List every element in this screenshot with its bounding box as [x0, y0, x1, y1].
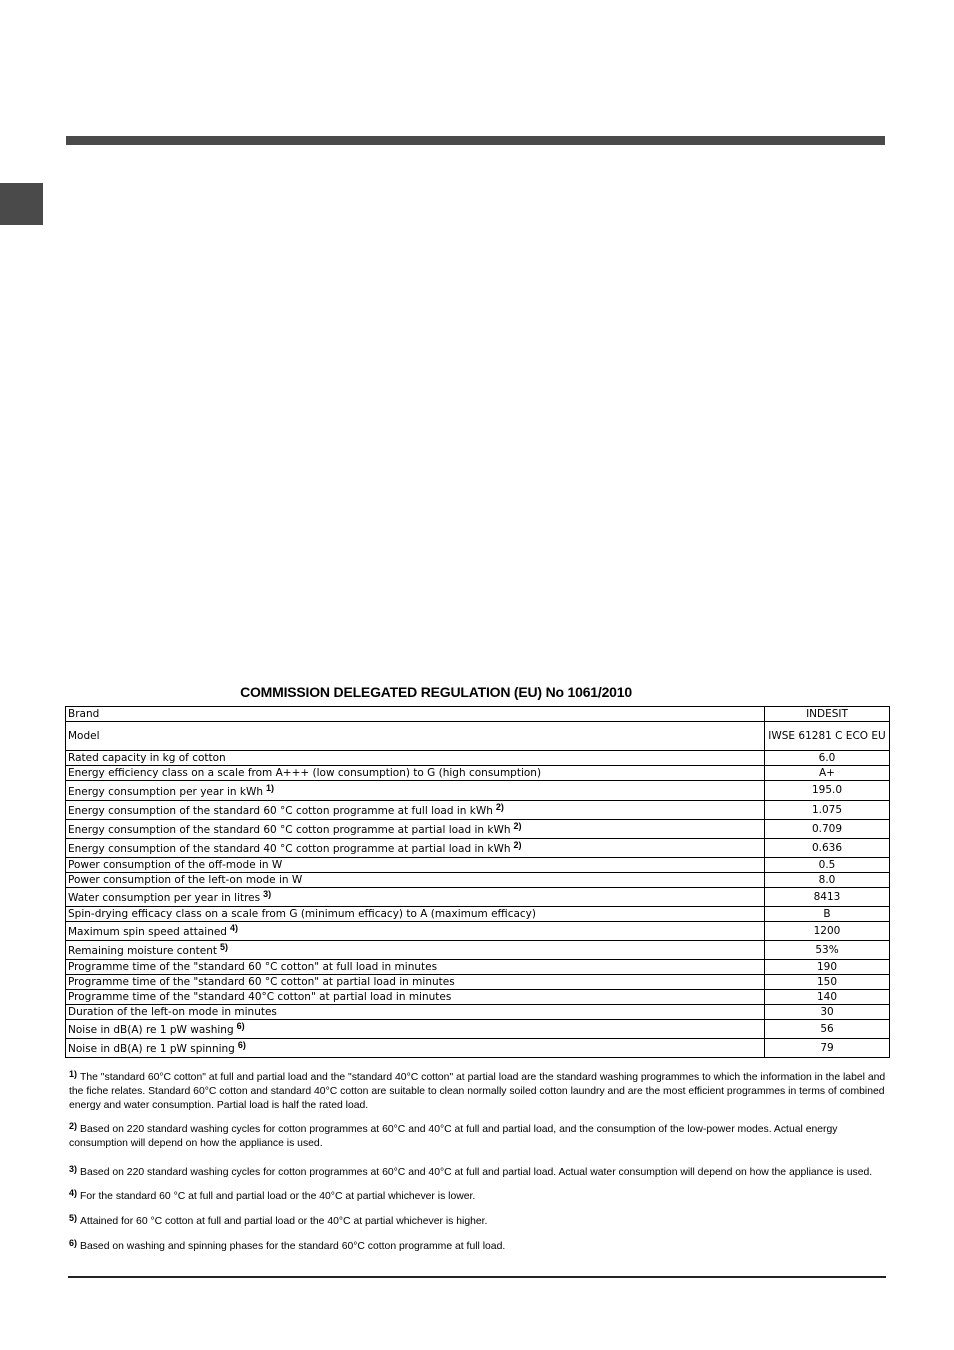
table-row — [66, 751, 890, 766]
row-value: 6.0 — [765, 751, 890, 766]
footnote-text: For the standard 60 °C at full and partial load or the 40°C at partial whichever is lower. — [80, 1191, 476, 1202]
row-label-cell — [66, 722, 765, 751]
row-label-cell — [66, 907, 765, 922]
row-label: Energy efficiency class on a scale from A+++ (low consumption) to G (high consumption) — [68, 766, 542, 779]
footnote-text: Attained for 60 °C cotton at full and partial load or the 40°C at partial whichever is higher. — [80, 1216, 488, 1227]
row-label: Brand — [68, 707, 100, 720]
row-value: INDESIT — [765, 707, 890, 722]
row-label: Energy consumption per year in kWh — [68, 785, 263, 798]
table-row — [66, 722, 890, 751]
table-row — [66, 707, 890, 722]
row-value: 8.0 — [765, 873, 890, 888]
row-value: 195.0 — [765, 781, 890, 801]
row-value: 140 — [765, 990, 890, 1005]
table-row — [66, 858, 890, 873]
row-label-cell — [66, 990, 765, 1005]
row-label: Maximum spin speed attained — [68, 926, 227, 939]
footnote-ref: 2) — [495, 802, 504, 813]
regulation-title: COMMISSION DELEGATED REGULATION (EU) No 1061/2010 — [240, 684, 632, 700]
header-rule — [66, 136, 885, 145]
footnote — [69, 1211, 887, 1229]
table-row — [66, 781, 890, 801]
footnote-ref: 3) — [263, 889, 272, 900]
footnote-mark: 2) — [69, 1121, 78, 1131]
row-value: 1.075 — [765, 801, 890, 820]
footnote-text: Based on washing and spinning phases for the standard 60°C cotton programme at full load. — [80, 1241, 506, 1252]
footnote-ref: 5) — [220, 942, 229, 953]
row-value: 0.709 — [765, 820, 890, 839]
table-row — [66, 766, 890, 781]
footnote — [69, 1067, 887, 1113]
footer-rule — [68, 1276, 886, 1278]
footnote-mark: 3) — [69, 1164, 78, 1174]
row-label: Model — [68, 729, 100, 742]
row-label: Rated capacity in kg of cotton — [68, 751, 226, 764]
row-label: Programme time of the "standard 60 °C cotton" at partial load in minutes — [68, 975, 455, 988]
table-row — [66, 960, 890, 975]
row-value: 0.636 — [765, 839, 890, 858]
row-label: Spin-drying efficacy class on a scale from G (minimum efficacy) to A (maximum efficacy) — [68, 907, 536, 920]
row-value: 150 — [765, 975, 890, 990]
row-value: 0.5 — [765, 858, 890, 873]
footnote-text: Based on 220 standard washing cycles for cotton programmes at 60°C and 40°C at full and partial load, and the consumption of the low-power modes. Actual energy consumption will depend on how the appliance is used. — [69, 1124, 838, 1149]
row-label-cell — [66, 873, 765, 888]
row-label: Programme time of the "standard 60 °C cotton" at full load in minutes — [68, 960, 438, 973]
footnote-mark: 1) — [69, 1069, 78, 1079]
row-label-cell — [66, 960, 765, 975]
footnote-ref: 2) — [513, 821, 522, 832]
footnote-mark: 6) — [69, 1238, 78, 1248]
row-label-cell — [66, 975, 765, 990]
footnote — [69, 1186, 887, 1204]
table-row — [66, 1020, 890, 1039]
row-value: 79 — [765, 1039, 890, 1058]
row-label-cell — [66, 922, 765, 941]
row-label-cell — [66, 766, 765, 781]
row-label-cell — [66, 858, 765, 873]
table-row — [66, 941, 890, 960]
row-label: Programme time of the "standard 40°C cotton" at partial load in minutes — [68, 990, 452, 1003]
row-value: A+ — [765, 766, 890, 781]
row-value: 53% — [765, 941, 890, 960]
footnote-mark: 5) — [69, 1213, 78, 1223]
row-label-cell — [66, 1020, 765, 1039]
table-row — [66, 820, 890, 839]
row-label: Noise in dB(A) re 1 pW spinning — [68, 1043, 235, 1056]
row-label-cell — [66, 941, 765, 960]
row-label: Duration of the left-on mode in minutes — [68, 1005, 277, 1018]
footnote — [69, 1236, 887, 1254]
row-label-cell — [66, 781, 765, 801]
row-value: 190 — [765, 960, 890, 975]
row-label: Remaining moisture content — [68, 945, 217, 958]
section-tab-marker — [0, 183, 43, 225]
row-label-cell — [66, 751, 765, 766]
row-value: 56 — [765, 1020, 890, 1039]
row-label-cell — [66, 888, 765, 907]
table-row — [66, 1005, 890, 1020]
row-value: IWSE 61281 C ECO EU — [765, 722, 890, 751]
table-row — [66, 839, 890, 858]
footnote-ref: 2) — [513, 840, 522, 851]
row-label: Noise in dB(A) re 1 pW washing — [68, 1024, 234, 1037]
row-label-cell — [66, 801, 765, 820]
row-label-cell — [66, 1005, 765, 1020]
footnote-text: Based on 220 standard washing cycles for cotton programmes at 60°C and 40°C at full and partial load. Actual water consumption will depend on how the appliance is used. — [80, 1167, 873, 1178]
row-label: Energy consumption of the standard 60 °C cotton programme at full load in kWh — [68, 805, 493, 818]
row-label: Power consumption of the left-on mode in W — [68, 873, 303, 886]
footnote-ref: 1) — [266, 782, 275, 793]
row-label: Power consumption of the off-mode in W — [68, 858, 283, 871]
table-row — [66, 873, 890, 888]
table-row — [66, 801, 890, 820]
table-row — [66, 990, 890, 1005]
row-label-cell — [66, 820, 765, 839]
table-row — [66, 975, 890, 990]
row-label-cell — [66, 1039, 765, 1058]
table-row — [66, 922, 890, 941]
product-fiche-table — [65, 706, 890, 1058]
row-value: 30 — [765, 1005, 890, 1020]
footnote-ref: 6) — [237, 1040, 246, 1051]
row-label: Energy consumption of the standard 40 °C cotton programme at partial load in kWh — [68, 843, 511, 856]
row-value: 8413 — [765, 888, 890, 907]
table-row — [66, 888, 890, 907]
row-label-cell — [66, 839, 765, 858]
table-row — [66, 907, 890, 922]
row-label: Energy consumption of the standard 60 °C cotton programme at partial load in kWh — [68, 824, 511, 837]
footnote-ref: 4) — [229, 923, 238, 934]
footnote-text: The "standard 60°C cotton" at full and partial load and the "standard 40°C cotton" at partial load are the standard washing programmes to which the information in the label and the fiche relates. Standard 60°C cotton and standard 40°C cotton are suitable to clean normally soiled cotton laundry and are the most efficient programmes in terms of combined energy and water consumption. Partial load is half the rated load. — [69, 1072, 886, 1111]
footnote — [69, 1162, 887, 1180]
row-value: 1200 — [765, 922, 890, 941]
row-value: B — [765, 907, 890, 922]
footnote-mark: 4) — [69, 1188, 78, 1198]
footnote — [69, 1119, 887, 1151]
footnote-ref: 6) — [236, 1021, 245, 1032]
row-label: Water consumption per year in litres — [68, 892, 261, 905]
table-row — [66, 1039, 890, 1058]
row-label-cell — [66, 707, 765, 722]
